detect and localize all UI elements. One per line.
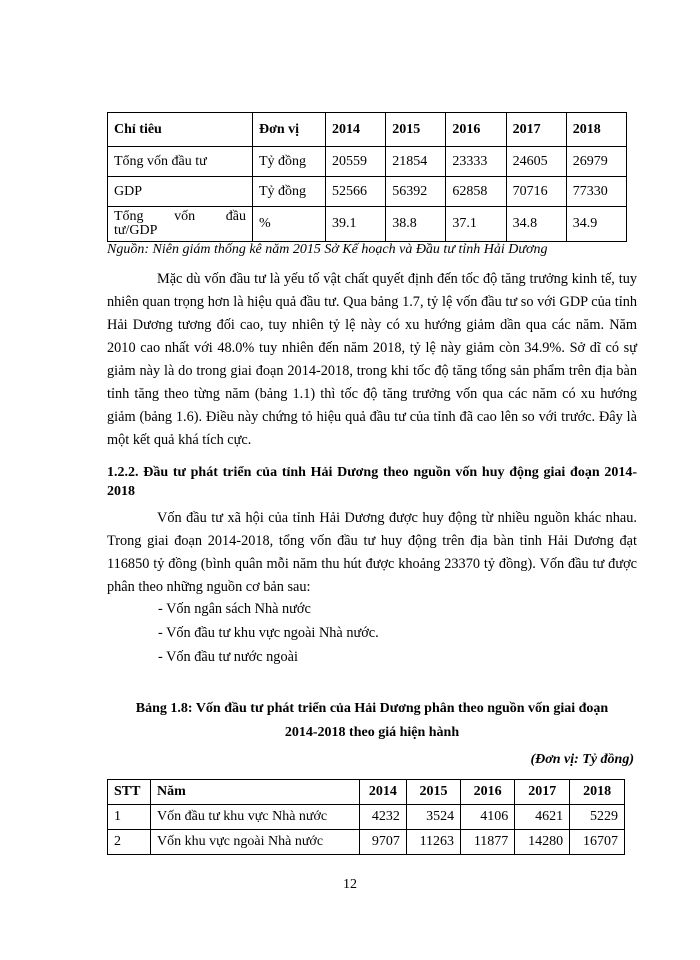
table-cell: 56392 [386, 177, 446, 207]
table-cell: 3524 [406, 805, 460, 830]
table-cell: 24605 [506, 147, 566, 177]
table-cell: 70716 [506, 177, 566, 207]
col-header-2018: 2018 [570, 780, 625, 805]
table-cell: 14280 [515, 830, 570, 855]
row-label [108, 207, 253, 242]
page-number: 12 [343, 877, 357, 892]
table-cell: 26979 [566, 147, 626, 177]
bullet-item: - Vốn đầu tư khu vực ngoài Nhà nước. [158, 625, 379, 641]
table-header-row [108, 113, 627, 147]
bullet-item: - Vốn đầu tư nước ngoài [158, 649, 298, 665]
table-cell: 52566 [326, 177, 386, 207]
table-header-row [108, 780, 625, 805]
table-caption-line1: Bảng 1.8: Vốn đầu tư phát triển của Hải Dương phân theo nguồn vốn giai đoạn [135, 701, 609, 716]
table-cell: 20559 [326, 147, 386, 177]
col-header-unit: Đơn vị [253, 113, 326, 147]
row-stt: 1 [108, 805, 151, 830]
table-cell: 9707 [360, 830, 407, 855]
row-unit: % [253, 207, 326, 242]
table-row [108, 177, 627, 207]
table-row [108, 805, 625, 830]
label-word: Tổng [114, 209, 144, 224]
table-cell: 11877 [461, 830, 515, 855]
col-header-2015: 2015 [406, 780, 460, 805]
row-stt: 2 [108, 830, 151, 855]
table-cell: 4621 [515, 805, 570, 830]
col-header-2017: 2017 [506, 113, 566, 147]
row-label: GDP [108, 177, 253, 207]
table-row [108, 830, 625, 855]
col-header-stt: STT [108, 780, 151, 805]
table-caption [107, 697, 637, 745]
table-cell: 37.1 [446, 207, 506, 242]
col-header-2018: 2018 [566, 113, 626, 147]
row-label: Vốn đầu tư khu vực Nhà nước [151, 805, 360, 830]
capital-source-table [107, 779, 625, 855]
row-unit: Tỷ đồng [253, 177, 326, 207]
paragraph-text: Vốn đầu tư xã hội của tỉnh Hải Dương được huy động từ nhiều nguồn khác nhau. Trong giai đoạn 2014-2018, tổng vốn đầu tư huy động trên địa bàn tỉnh Hải Dương đạt 116850 tỷ đồng (bình quân mỗi năm thu hút được khoảng 23370 tỷ đồng). Vốn đầu tư được phân theo những nguồn cơ bản sau: [107, 510, 637, 595]
table-cell: 21854 [386, 147, 446, 177]
investment-gdp-table [107, 112, 627, 242]
col-header-2016: 2016 [461, 780, 515, 805]
table-cell: 77330 [566, 177, 626, 207]
table-cell: 39.1 [326, 207, 386, 242]
table-cell: 4232 [360, 805, 407, 830]
row-unit: Tỷ đồng [253, 147, 326, 177]
col-header-2014: 2014 [326, 113, 386, 147]
table-row [108, 207, 627, 242]
table-cell: 34.9 [566, 207, 626, 242]
col-header-2016: 2016 [446, 113, 506, 147]
label-word: đầu [225, 209, 246, 224]
table-cell: 38.8 [386, 207, 446, 242]
table-cell: 4106 [461, 805, 515, 830]
col-header-2014: 2014 [360, 780, 407, 805]
label-word: vốn [174, 209, 196, 224]
paragraph-text: Mặc dù vốn đầu tư là yếu tố vật chất quyết định đến tốc độ tăng trưởng kinh tế, tuy nhiên quan trọng hơn là hiệu quả đầu tư. Qua bảng 1.7, tỷ lệ vốn đầu tư so với GDP của tỉnh Hải Dương tương đối cao, tuy nhiên tỷ lệ này có xu hướng giảm dần qua các năm. Năm 2010 cao nhất với 48.0% tuy nhiên đến năm 2018, tỷ lệ này giảm còn 34.9%. Sở dĩ có sự giảm này là do trong giai đoạn 2014-2018, trong khi tốc độ tăng tổng sản phẩm trên địa bàn tỉnh tăng theo từng năm (bảng 1.1) thì tốc độ tăng trưởng vốn qua các năm có xu hướng giảm (bảng 1.6). Điều này chứng tỏ hiệu quả đầu tư của tỉnh đã cao lên so với trước. Đây là một kết quả khá tích cực. [107, 271, 637, 448]
label-line2: tư/GDP [114, 223, 158, 238]
table-caption-line2: 2014-2018 theo giá hiện hành [284, 725, 460, 740]
row-label: Tổng vốn đầu tư [108, 147, 253, 177]
bullet-item: - Vốn ngân sách Nhà nước [158, 601, 311, 617]
table-unit-note: (Đơn vị: Tỷ đồng) [530, 752, 634, 767]
table-row [108, 147, 627, 177]
paragraph-capital-sources [107, 507, 637, 599]
table-cell: 62858 [446, 177, 506, 207]
table-cell: 5229 [570, 805, 625, 830]
row-label: Vốn khu vực ngoài Nhà nước [151, 830, 360, 855]
source-note: Nguồn: Niên giám thống kê năm 2015 Sở Kế hoạch và Đầu tư tỉnh Hải Dương [107, 242, 548, 257]
col-header-indicator: Chỉ tiêu [108, 113, 253, 147]
table-cell: 23333 [446, 147, 506, 177]
col-header-year: Năm [151, 780, 360, 805]
section-heading: 1.2.2. Đầu tư phát triển của tỉnh Hải Dương theo nguồn vốn huy động giai đoạn 2014-2018 [107, 465, 637, 499]
col-header-2015: 2015 [386, 113, 446, 147]
paragraph-investment-efficiency [107, 268, 637, 452]
col-header-2017: 2017 [515, 780, 570, 805]
table-cell: 34.8 [506, 207, 566, 242]
table-cell: 11263 [406, 830, 460, 855]
table-cell: 16707 [570, 830, 625, 855]
